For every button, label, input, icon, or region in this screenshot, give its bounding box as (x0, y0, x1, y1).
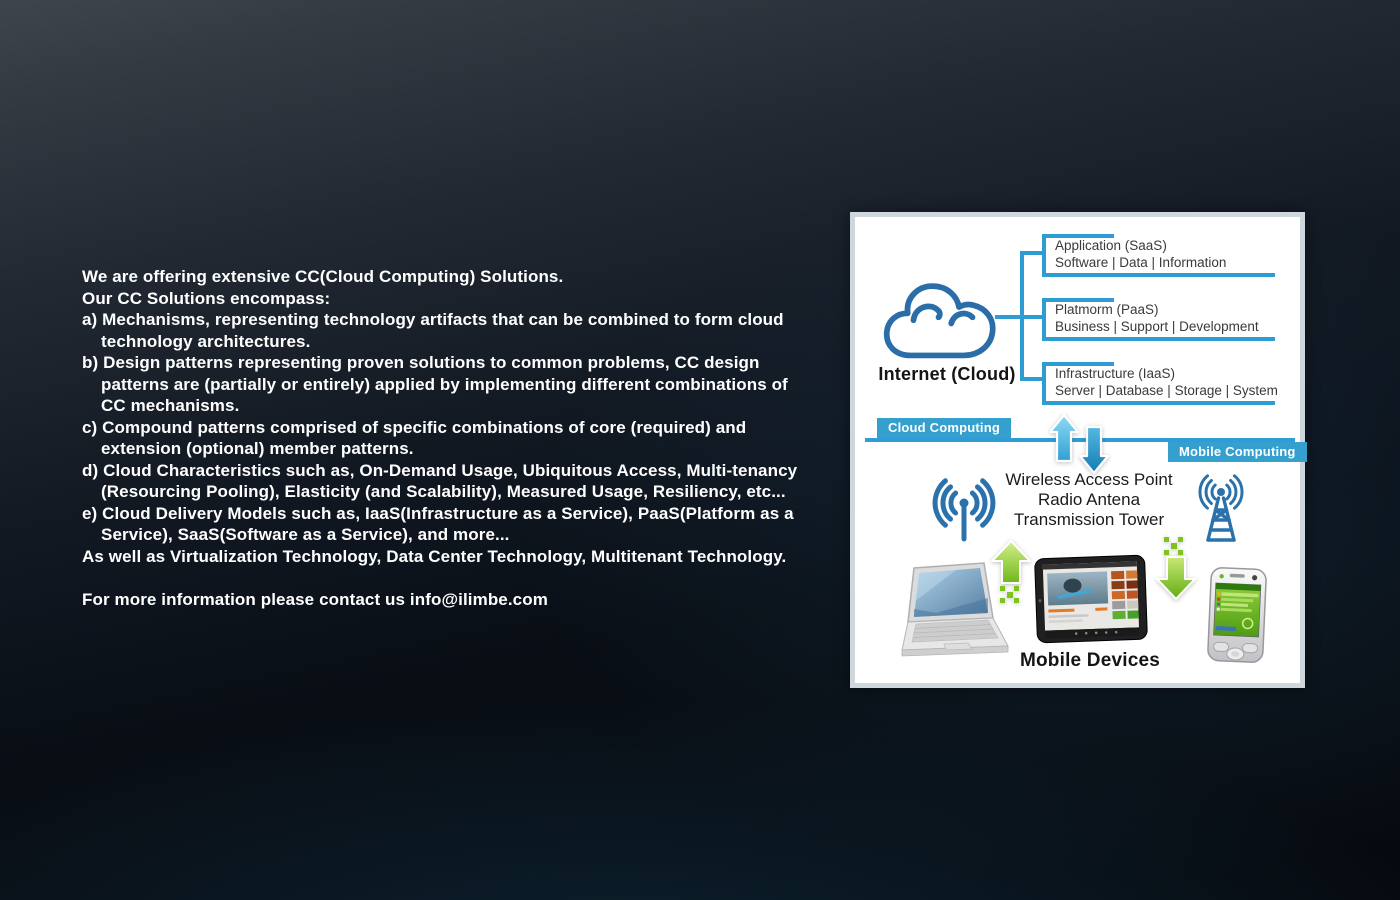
service-subtitle: Business | Support | Development (1055, 319, 1259, 334)
trunk-line (1020, 251, 1024, 381)
bracket-line (1042, 401, 1275, 405)
bracket-line (1042, 362, 1046, 405)
bracket-line (1042, 273, 1275, 277)
cloud-computing-badge: Cloud Computing (877, 418, 1011, 438)
service-application (1042, 234, 1275, 277)
contact-line: For more information please contact us info@ilimbe.com (82, 590, 548, 609)
intro-text-block (82, 266, 852, 611)
download-arrow-icon (1080, 427, 1108, 473)
intro-line: b) Design patterns representing proven solutions to common problems, CC design (82, 353, 760, 372)
intro-line: As well as Virtualization Technology, Data Center Technology, Multitenant Technology. (82, 546, 787, 566)
intro-line: Our CC Solutions encompass: (82, 288, 331, 308)
intro-line: (Resourcing Pooling), Elasticity (and Scalability), Measured Usage, Resiliency, etc... (101, 482, 786, 501)
mobile-computing-badge: Mobile Computing (1168, 442, 1307, 462)
intro-line: technology architectures. (101, 331, 311, 351)
bracket-line (1042, 298, 1046, 341)
intro-line: a) Mechanisms, representing technology artifacts that can be combined to form cloud (82, 310, 784, 329)
bracket-line (1042, 337, 1275, 341)
service-subtitle: Server | Database | Storage | System (1055, 383, 1278, 398)
intro-line: Service), SaaS(Software as a Service), and more... (101, 525, 510, 544)
laptop-image (898, 562, 1010, 662)
access-line: Wireless Access Point (1005, 470, 1173, 489)
transmission-tower-icon (1190, 472, 1252, 546)
green-download-arrow-icon (1155, 535, 1199, 601)
service-platform (1042, 298, 1275, 341)
intro-line: e) Cloud Delivery Models such as, IaaS(Infrastructure as a Service), PaaS(Platform as a (82, 503, 794, 523)
upload-arrow-icon (1050, 415, 1078, 461)
smartphone-image (1206, 566, 1268, 664)
access-line: Transmission Tower (1013, 510, 1165, 529)
cloud-computing-diagram-panel (850, 212, 1305, 688)
service-subtitle: Software | Data | Information (1055, 255, 1227, 270)
tablet-image (1034, 554, 1149, 644)
wireless-antenna-icon (925, 473, 1003, 545)
service-title: Infrastructure (IaaS) (1055, 366, 1176, 381)
internet-cloud-label: Internet (Cloud) (878, 364, 1016, 384)
service-title: Application (SaaS) (1055, 238, 1167, 253)
cloud-icon (878, 280, 1008, 362)
intro-line: CC mechanisms. (101, 396, 240, 415)
service-title: Platmorm (PaaS) (1055, 302, 1159, 317)
upload-download-arrows-icon (1050, 413, 1114, 475)
mobile-devices-label: Mobile Devices (1019, 650, 1161, 671)
bracket-line (1042, 234, 1046, 277)
access-line: Radio Antena (1037, 490, 1141, 509)
intro-line: d) Cloud Characteristics such as, On-Demand Usage, Ubiquitous Access, Multi-tenancy (82, 460, 798, 480)
intro-line: patterns are (partially or entirely) applied by implementing different combinations of (101, 374, 788, 394)
intro-line: We are offering extensive CC(Cloud Computing) Solutions. (82, 267, 564, 286)
intro-line: extension (optional) member patterns. (101, 439, 414, 458)
service-infrastructure (1042, 362, 1278, 405)
intro-line: c) Compound patterns comprised of specific combinations of core (required) and (82, 417, 747, 437)
